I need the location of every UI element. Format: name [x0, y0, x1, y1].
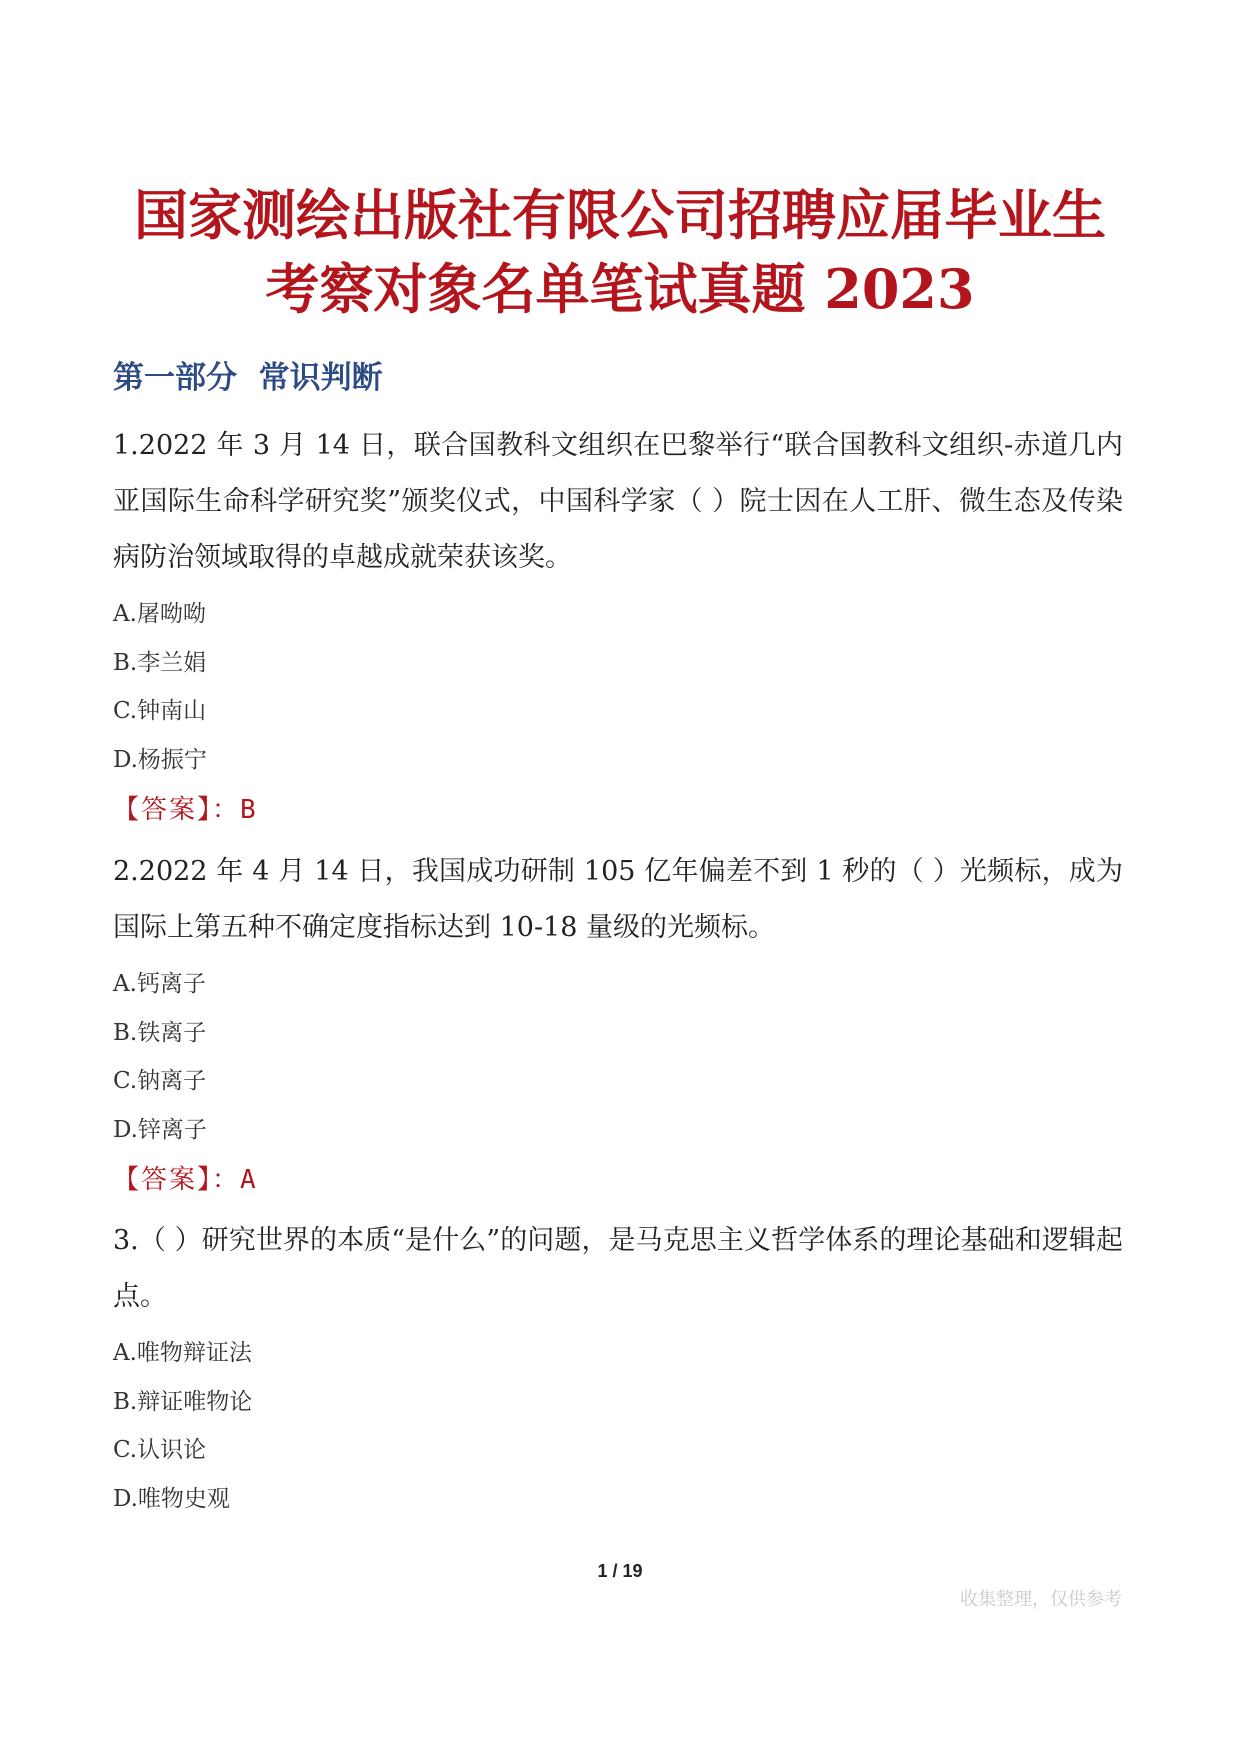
answer-label: 【答案】：B — [113, 795, 258, 825]
option-list — [113, 960, 1123, 1154]
document-title — [80, 178, 1160, 326]
option-d: D.杨振宁 — [113, 746, 207, 773]
watermark-text: 收集整理，仅供参考 — [960, 1589, 1122, 1610]
option-b: B.李兰娟 — [113, 649, 207, 676]
option-a: A.钙离子 — [113, 971, 206, 997]
option-a: A.唯物辩证法 — [113, 1340, 252, 1366]
question-stem: 3.（ ）研究世界的本质“是什么”的问题，是马克思主义哲学体系的理论基础和逻辑起点。 — [113, 1225, 1123, 1312]
document-title-line-2: 考察对象名单笔试真题 2023 — [265, 257, 975, 321]
option-c: C.钠离子 — [113, 1068, 207, 1094]
question-stem: 2.2022 年 4 月 14 日，我国成功研制 105 亿年偏差不到 1 秒的（ ）光频标，成为国际上第五种不确定度指标达到 10-18 量级的光频标。 — [113, 856, 1123, 943]
answer-label: 【答案】：A — [113, 1165, 258, 1195]
question-1 — [113, 418, 1123, 836]
question-stem: 1.2022 年 3 月 14 日，联合国教科文组织在巴黎举行“联合国教科文组织-赤道几内亚国际生命科学研究奖”颁奖仪式，中国科学家（ ）院士因在人工肝、微生态及传染病防治领域取得的卓越成就荣获该奖。 — [113, 430, 1123, 573]
option-c: C.钟南山 — [113, 698, 207, 724]
option-b: B.铁离子 — [113, 1019, 207, 1046]
question-3 — [113, 1213, 1123, 1523]
question-2 — [113, 844, 1123, 1206]
option-d: D.唯物史观 — [113, 1485, 230, 1512]
option-b: B.辩证唯物论 — [113, 1388, 253, 1415]
section-heading: 第一部分 常识判断 — [113, 360, 383, 396]
option-a: A.屠呦呦 — [113, 601, 206, 627]
option-c: C.认识论 — [113, 1437, 207, 1463]
option-list — [113, 590, 1123, 784]
option-list — [113, 1329, 1123, 1523]
page-number: 1 / 19 — [597, 1561, 643, 1581]
option-d: D.锌离子 — [113, 1116, 207, 1143]
document-title-line-1: 国家测绘出版社有限公司招聘应届毕业生 — [134, 183, 1106, 247]
